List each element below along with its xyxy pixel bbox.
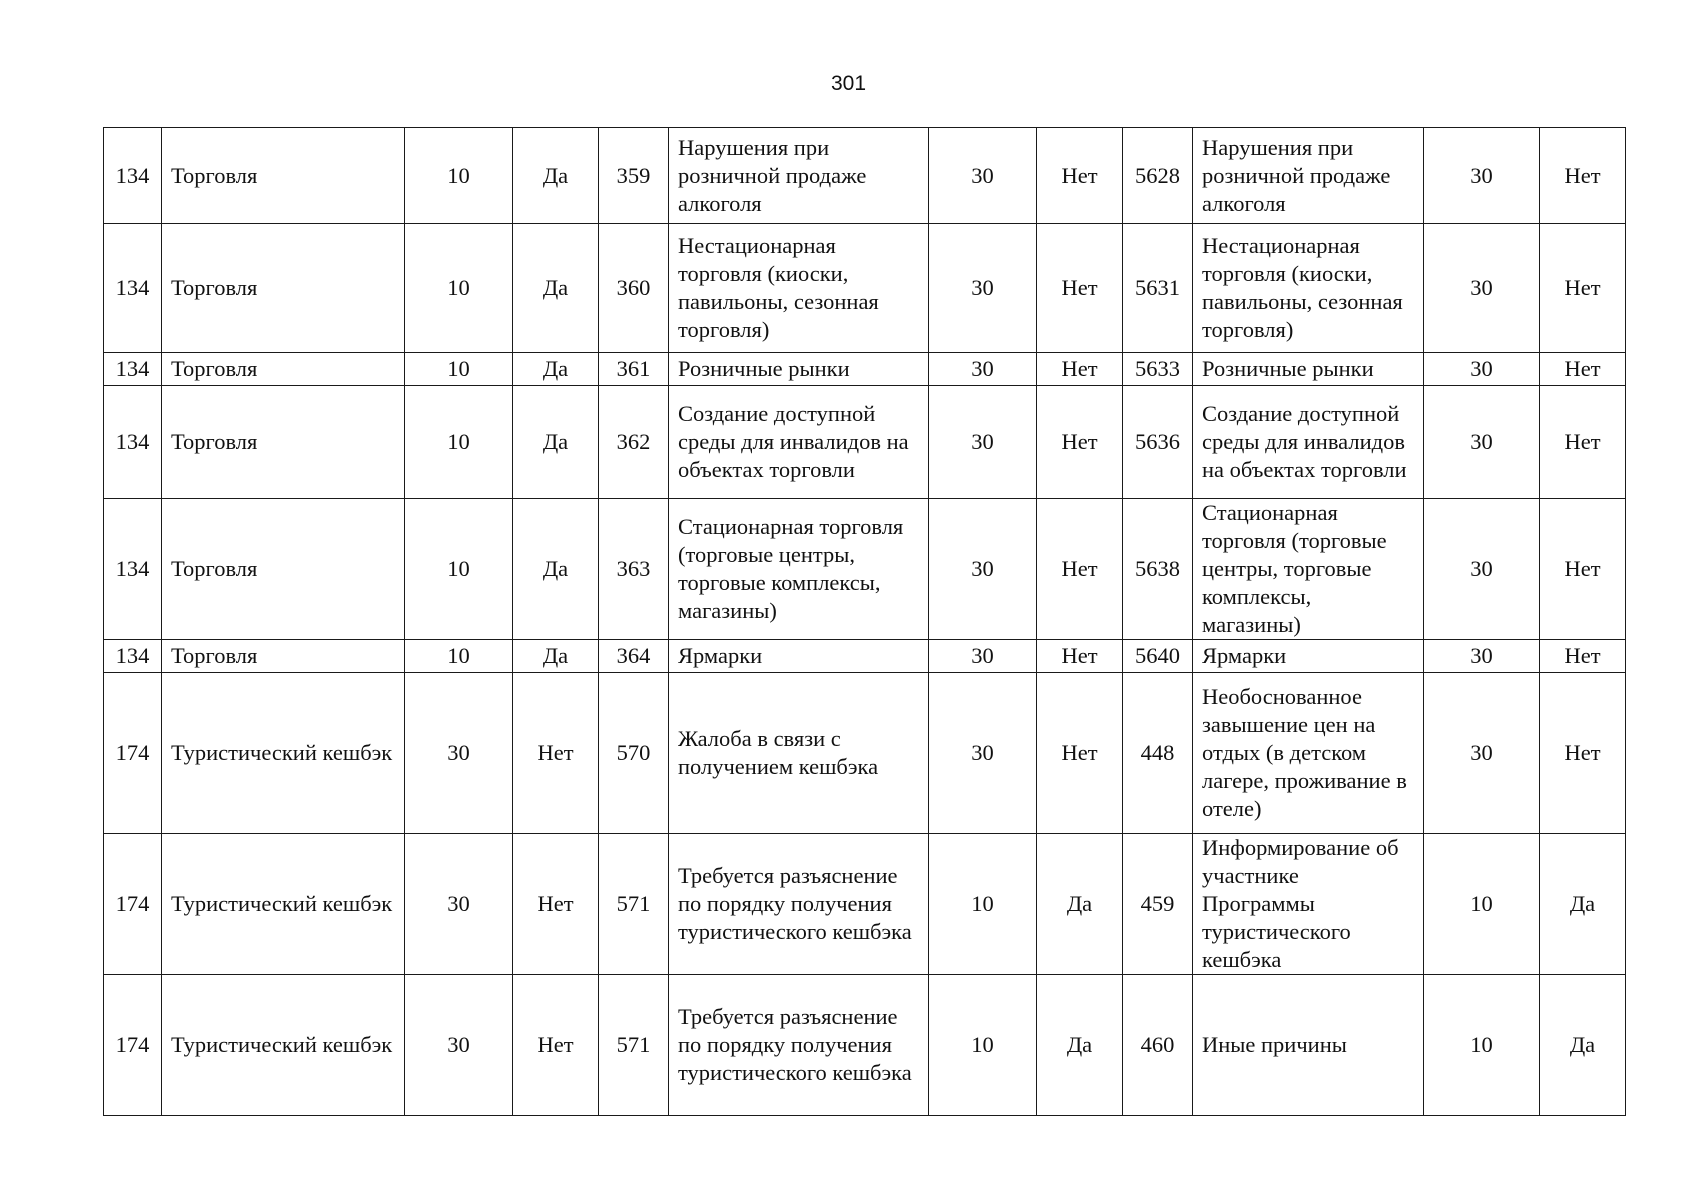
- subtopic-code-cell: 459: [1123, 834, 1193, 975]
- topic-name-cell: Нарушения при розничной продаже алкоголя: [669, 128, 929, 224]
- topic-days-cell: 10: [929, 975, 1037, 1116]
- section-days-cell: 10: [405, 499, 513, 640]
- topic-days-cell: 30: [929, 128, 1037, 224]
- subtopic-flag-cell: Нет: [1540, 353, 1626, 386]
- subtopic-name-cell: Иные причины: [1193, 975, 1424, 1116]
- subtopic-flag-cell: Нет: [1540, 640, 1626, 673]
- subtopic-code-cell: 5633: [1123, 353, 1193, 386]
- subtopic-code-cell: 5636: [1123, 386, 1193, 499]
- subtopic-name-cell: Информирование об участнике Программы туристического кешбэка: [1193, 834, 1424, 975]
- topic-code-cell: 571: [599, 834, 669, 975]
- subtopic-flag-cell: Нет: [1540, 224, 1626, 353]
- topic-code-cell: 359: [599, 128, 669, 224]
- topic-days-cell: 30: [929, 673, 1037, 834]
- subtopic-days-cell: 30: [1424, 499, 1540, 640]
- subtopic-days-cell: 10: [1424, 834, 1540, 975]
- section-name-cell: Торговля: [162, 640, 405, 673]
- section-flag-cell: Да: [513, 224, 599, 353]
- subtopic-code-cell: 448: [1123, 673, 1193, 834]
- section-code-cell: 174: [104, 673, 162, 834]
- section-flag-cell: Да: [513, 640, 599, 673]
- section-code-cell: 134: [104, 640, 162, 673]
- topic-name-cell: Нестационарная торговля (киоски, павильоны, сезонная торговля): [669, 224, 929, 353]
- subtopic-days-cell: 30: [1424, 386, 1540, 499]
- subtopic-flag-cell: Нет: [1540, 386, 1626, 499]
- subtopic-days-cell: 30: [1424, 224, 1540, 353]
- section-days-cell: 10: [405, 386, 513, 499]
- topic-code-cell: 571: [599, 975, 669, 1116]
- subtopic-name-cell: Нестационарная торговля (киоски, павильоны, сезонная торговля): [1193, 224, 1424, 353]
- section-name-cell: Туристический кешбэк: [162, 673, 405, 834]
- subtopic-code-cell: 5640: [1123, 640, 1193, 673]
- section-code-cell: 134: [104, 386, 162, 499]
- subtopic-flag-cell: Да: [1540, 975, 1626, 1116]
- topic-days-cell: 30: [929, 353, 1037, 386]
- topic-flag-cell: Нет: [1037, 499, 1123, 640]
- topic-flag-cell: Да: [1037, 975, 1123, 1116]
- section-days-cell: 30: [405, 673, 513, 834]
- page-number: 301: [830, 72, 867, 95]
- table-row: [104, 975, 1626, 1116]
- section-flag-cell: Да: [513, 499, 599, 640]
- subtopic-name-cell: Создание доступной среды для инвалидов на объектах торговли: [1193, 386, 1424, 499]
- topic-flag-cell: Нет: [1037, 673, 1123, 834]
- topic-days-cell: 30: [929, 499, 1037, 640]
- topic-flag-cell: Нет: [1037, 386, 1123, 499]
- topic-flag-cell: Нет: [1037, 224, 1123, 353]
- section-days-cell: 10: [405, 128, 513, 224]
- topic-name-cell: Стационарная торговля (торговые центры, торговые комплексы, магазины): [669, 499, 929, 640]
- section-days-cell: 10: [405, 224, 513, 353]
- subtopic-name-cell: Стационарная торговля (торговые центры, торговые комплексы, магазины): [1193, 499, 1424, 640]
- topic-code-cell: 570: [599, 673, 669, 834]
- section-days-cell: 10: [405, 640, 513, 673]
- section-name-cell: Туристический кешбэк: [162, 975, 405, 1116]
- table-row: [104, 640, 1626, 673]
- topic-code-cell: 362: [599, 386, 669, 499]
- section-name-cell: Торговля: [162, 386, 405, 499]
- table-row: [104, 128, 1626, 224]
- subtopic-name-cell: Ярмарки: [1193, 640, 1424, 673]
- subtopic-name-cell: Нарушения при розничной продаже алкоголя: [1193, 128, 1424, 224]
- section-name-cell: Торговля: [162, 224, 405, 353]
- table-row: [104, 224, 1626, 353]
- subtopic-days-cell: 30: [1424, 128, 1540, 224]
- subtopic-flag-cell: Да: [1540, 834, 1626, 975]
- section-flag-cell: Да: [513, 353, 599, 386]
- section-flag-cell: Нет: [513, 834, 599, 975]
- topic-name-cell: Требуется разъяснение по порядку получения туристического кешбэка: [669, 975, 929, 1116]
- section-name-cell: Туристический кешбэк: [162, 834, 405, 975]
- subtopic-days-cell: 30: [1424, 673, 1540, 834]
- topic-days-cell: 30: [929, 224, 1037, 353]
- topic-flag-cell: Нет: [1037, 640, 1123, 673]
- section-code-cell: 174: [104, 834, 162, 975]
- section-flag-cell: Нет: [513, 673, 599, 834]
- subtopic-flag-cell: Нет: [1540, 673, 1626, 834]
- topic-code-cell: 361: [599, 353, 669, 386]
- section-code-cell: 134: [104, 224, 162, 353]
- table-row: [104, 499, 1626, 640]
- topic-days-cell: 10: [929, 834, 1037, 975]
- subtopic-days-cell: 30: [1424, 640, 1540, 673]
- subtopic-name-cell: Необоснованное завышение цен на отдых (в детском лагере, проживание в отеле): [1193, 673, 1424, 834]
- section-name-cell: Торговля: [162, 499, 405, 640]
- table-row: [104, 834, 1626, 975]
- topic-code-cell: 360: [599, 224, 669, 353]
- subtopic-days-cell: 30: [1424, 353, 1540, 386]
- section-days-cell: 10: [405, 353, 513, 386]
- subtopic-flag-cell: Нет: [1540, 499, 1626, 640]
- section-code-cell: 134: [104, 128, 162, 224]
- topic-name-cell: Розничные рынки: [669, 353, 929, 386]
- section-days-cell: 30: [405, 975, 513, 1116]
- topic-days-cell: 30: [929, 640, 1037, 673]
- topic-code-cell: 364: [599, 640, 669, 673]
- topic-flag-cell: Нет: [1037, 128, 1123, 224]
- subtopic-code-cell: 460: [1123, 975, 1193, 1116]
- topic-flag-cell: Да: [1037, 834, 1123, 975]
- section-days-cell: 30: [405, 834, 513, 975]
- topic-name-cell: Требуется разъяснение по порядку получения туристического кешбэка: [669, 834, 929, 975]
- subtopic-flag-cell: Нет: [1540, 128, 1626, 224]
- topic-flag-cell: Нет: [1037, 353, 1123, 386]
- table-row: [104, 353, 1626, 386]
- subtopic-code-cell: 5638: [1123, 499, 1193, 640]
- section-flag-cell: Да: [513, 386, 599, 499]
- topic-name-cell: Создание доступной среды для инвалидов на объектах торговли: [669, 386, 929, 499]
- table-row: [104, 673, 1626, 834]
- section-code-cell: 134: [104, 499, 162, 640]
- subtopic-days-cell: 10: [1424, 975, 1540, 1116]
- section-code-cell: 174: [104, 975, 162, 1116]
- topic-name-cell: Жалоба в связи с получением кешбэка: [669, 673, 929, 834]
- topic-days-cell: 30: [929, 386, 1037, 499]
- section-flag-cell: Нет: [513, 975, 599, 1116]
- topic-code-cell: 363: [599, 499, 669, 640]
- subtopic-code-cell: 5631: [1123, 224, 1193, 353]
- subtopic-code-cell: 5628: [1123, 128, 1193, 224]
- topic-name-cell: Ярмарки: [669, 640, 929, 673]
- table-row: [104, 386, 1626, 499]
- subtopic-name-cell: Розничные рынки: [1193, 353, 1424, 386]
- section-name-cell: Торговля: [162, 353, 405, 386]
- data-table: [103, 127, 1626, 1116]
- section-name-cell: Торговля: [162, 128, 405, 224]
- section-flag-cell: Да: [513, 128, 599, 224]
- section-code-cell: 134: [104, 353, 162, 386]
